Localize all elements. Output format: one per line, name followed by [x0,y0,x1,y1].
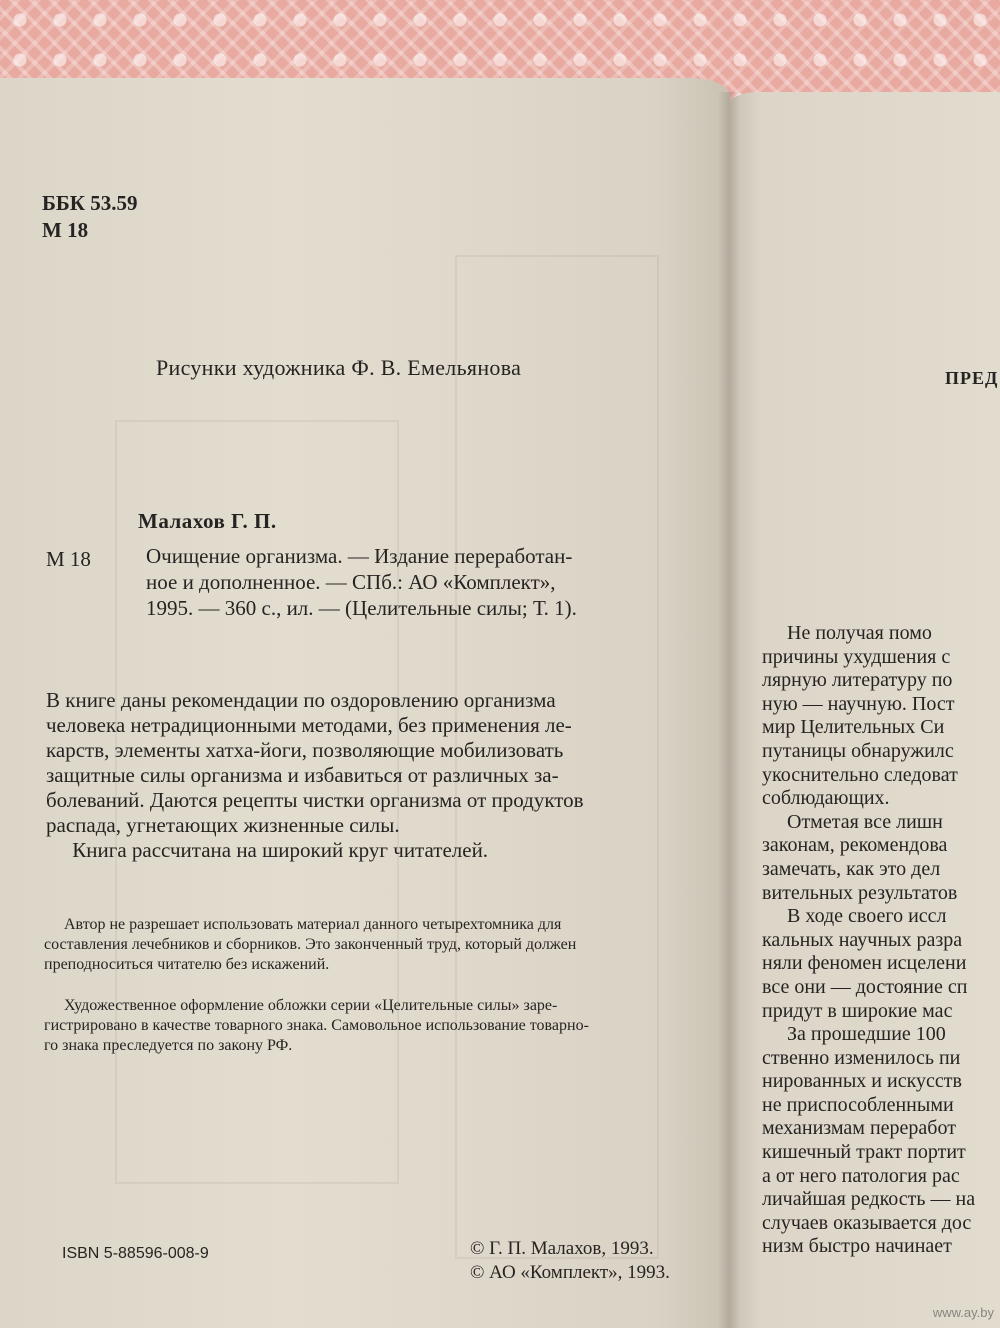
right-page-line: путаницы обнаружилс [762,739,954,762]
note-line: гистрировано в качестве товарного знака. Самовольное использование товарно- [44,1017,589,1034]
description-line: болеваний. Даются рецепты чистки организма от продуктов [46,788,584,812]
isbn-number: ISBN 5-88596-008-9 [62,1245,209,1262]
right-page-line: За прошедшие 100 [762,1023,946,1046]
right-page-line: вительных результатов [762,881,958,904]
bibliographic-record [146,543,706,621]
trademark-note [44,996,589,1056]
bbk-code: ББК 53.59 [42,191,138,215]
right-page-line: законам, рекомендова [762,834,948,857]
right-page-line: низм быстро начинает [762,1235,952,1258]
right-page-line: ственно изменилось пи [762,1046,961,1069]
description-line: распада, угнетающих жизненные силы. [46,813,400,837]
right-page-line: Отметая все лишн [762,810,943,833]
right-page-line: причины ухудшения с [762,645,951,668]
right-page-line: мир Целительных Си [762,716,945,739]
catalog-code: М 18 [46,547,91,571]
right-page-line: ную — научную. Пост [762,692,955,715]
note-line: Автор не разрешает использовать материал данного четырехтомника для [44,916,562,933]
description-line: В книге даны рекомендации по оздоровлению организма [46,688,556,712]
bibliography-line: ное и дополненное. — СПб.: АО «Комплект», [146,570,556,594]
description-line: человека нетрадиционными методами, без применения ле- [46,713,572,737]
watermark: www.ay.by [932,1305,994,1320]
right-page-line: придут в широкие мас [762,999,953,1022]
copyright-lines [470,1237,670,1285]
book-description [46,688,584,863]
right-page-text [762,622,975,1259]
description-line: карств, элементы хатха-йоги, позволяющие мобилизовать [46,738,564,762]
book-gutter [718,92,740,1328]
note-line: преподноситься читателю без искажений. [44,956,330,973]
right-page-line: няли феномен исцелени [762,952,967,975]
copyright-note [44,915,576,975]
author-mark: М 18 [42,218,89,242]
copyright-line: © АО «Комплект», 1993. [470,1262,670,1283]
copyright-line: © Г. П. Малахов, 1993. [470,1238,654,1259]
right-page-line: укоснительно следоват [762,763,958,786]
description-line: Книга рассчитана на широкий круг читателей. [46,838,489,862]
description-line: защитные силы организма и избавиться от различных за- [46,763,559,787]
author-name: Малахов Г. П. [138,509,277,533]
right-page-line: Не получая помо [762,622,932,644]
right-page-line: нированных и искусств [762,1070,962,1093]
note-line: составления лечебников и сборников. Это законченный труд, который должен [44,936,577,953]
right-page-line: случаев оказывается дос [762,1211,972,1234]
note-line: го знака преследуется по закону РФ. [44,1037,293,1054]
bibliography-line: 1995. — 360 с., ил. — (Целительные силы; Т. 1). [146,596,577,620]
right-page-line: замечать, как это дел [762,857,941,880]
bbk-index [42,190,138,244]
right-page-line: лярную литературу по [762,669,953,692]
right-page-line: все они — достояние сп [762,975,968,998]
right-page-line: механизмам переработ [762,1117,956,1140]
right-page-line: а от него патология рас [762,1164,960,1187]
bibliography-line: Очищение организма. — Издание переработан- [146,544,573,568]
right-page-line: кишечный тракт портит [762,1141,966,1164]
right-page-line: кальных научных разра [762,928,963,951]
right-page-line: соблюдающих. [762,787,890,810]
illustrator-credit: Рисунки художника Ф. В. Емельянова [156,355,522,380]
note-line: Художественное оформление обложки серии «Целительные силы» заре- [44,997,558,1014]
right-page-line: В ходе своего иссл [762,905,947,928]
right-page-line: не приспособленными [762,1093,954,1116]
right-page-heading: ПРЕД [945,368,999,388]
right-page-line: личайшая редкость — на [762,1188,976,1211]
